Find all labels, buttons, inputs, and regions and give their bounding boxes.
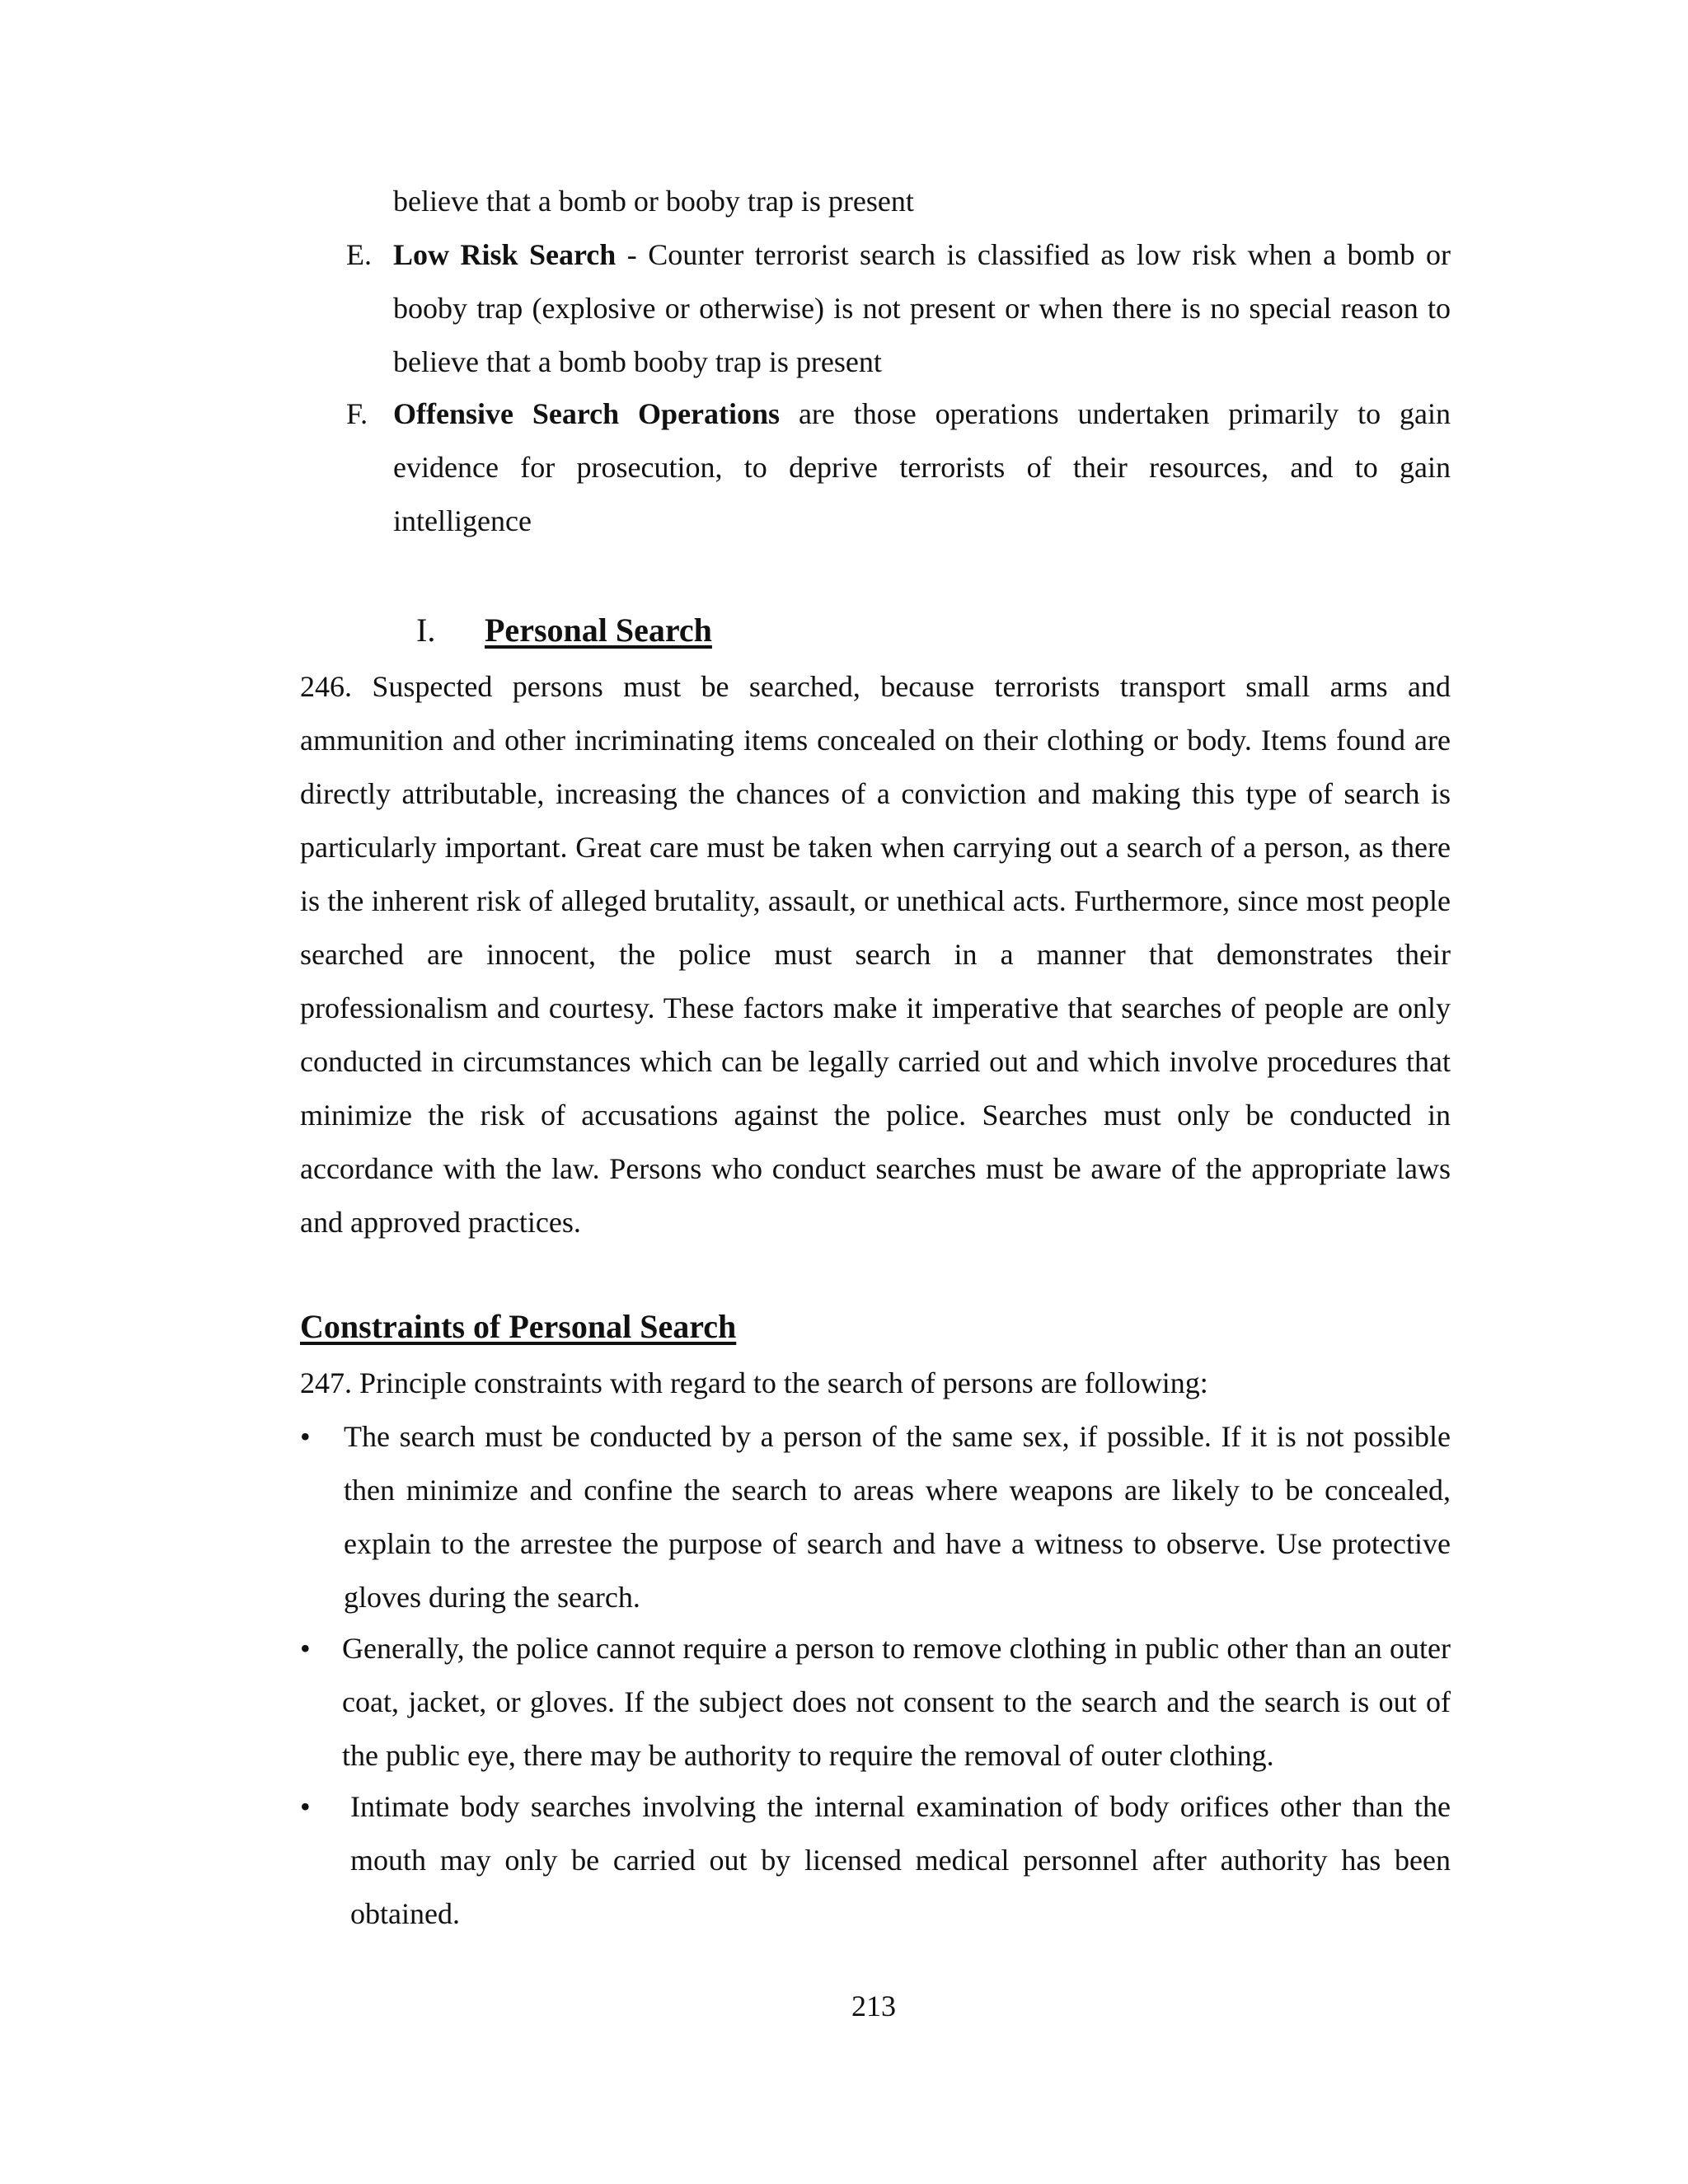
list-marker: E.: [346, 238, 372, 271]
definition-term: Offensive Search Operations: [393, 397, 781, 430]
bullet-icon: •: [300, 1420, 311, 1453]
definition-item-e: [346, 228, 1451, 389]
page-number: 213: [851, 1990, 896, 2022]
bullet-icon: •: [300, 1790, 311, 1823]
list-item: [300, 1410, 1451, 1624]
continued-item-text: believe that a bomb or booby trap is present: [393, 185, 914, 218]
definition-text: - Counter terrorist search is classified as low risk when a bomb or booby trap (explosive or otherwise) is not present or when there is no special reason to believe that a bomb booby trap is present: [393, 238, 1451, 378]
list-item: [300, 1622, 1451, 1783]
definition-item-f: [346, 387, 1451, 548]
definition-text: are those operations undertaken primarily to gain evidence for prosecution, to deprive terrorists of their resources, and to gain intelligence: [393, 397, 1451, 537]
paragraph-247: 247. Principle constraints with regard to the search of persons are following:: [300, 1366, 1208, 1399]
bullet-icon: •: [300, 1632, 311, 1665]
list-marker: F.: [346, 397, 368, 430]
definition-term: Low Risk Search: [393, 238, 617, 271]
section-heading: [416, 606, 712, 655]
bullet-text: Generally, the police cannot require a person to remove clothing in public other than an outer coat, jacket, or gloves. If the subject does not consent to the search and the search is out of the public eye, there may be authority to require the removal of outer clothing.: [342, 1632, 1451, 1772]
bullet-text: Intimate body searches involving the internal examination of body orifices other than the mouth may only be carried out by licensed medical personnel after authority has been obtained.: [350, 1790, 1451, 1930]
subsection-heading: Constraints of Personal Search: [300, 1308, 737, 1345]
list-item: [300, 1780, 1451, 1941]
paragraph-246: 246. Suspected persons must be searched, because terrorists transport small arms and ammunition and other incriminating items concealed on their clothing or body. Items found are directly attributable, increasing the chances of a conviction and making this type of search is particularly important. Great care must be taken when carrying out a search of a person, as there is the inherent risk of alleged brutality, assault, or unethical acts. Furthermore, since most people searched are innocent, the police must search in a manner that demonstrates their professionalism and courtesy. These factors make it imperative that searches of people are only conducted in circumstances which can be legally carried out and which involve procedures that minimize the risk of accusations against the police. Searches must only be conducted in accordance with the law. Persons who conduct searches must be aware of the appropriate laws and approved practices.: [300, 670, 1451, 1239]
section-title: Personal Search: [485, 612, 712, 649]
bullet-text: The search must be conducted by a person of the same sex, if possible. If it is not possible then minimize and confine the search to areas where weapons are likely to be concealed, explain to the arrestee the purpose of search and have a witness to observe. Use protective gloves during the search.: [344, 1420, 1451, 1614]
section-number: I.: [416, 612, 436, 649]
